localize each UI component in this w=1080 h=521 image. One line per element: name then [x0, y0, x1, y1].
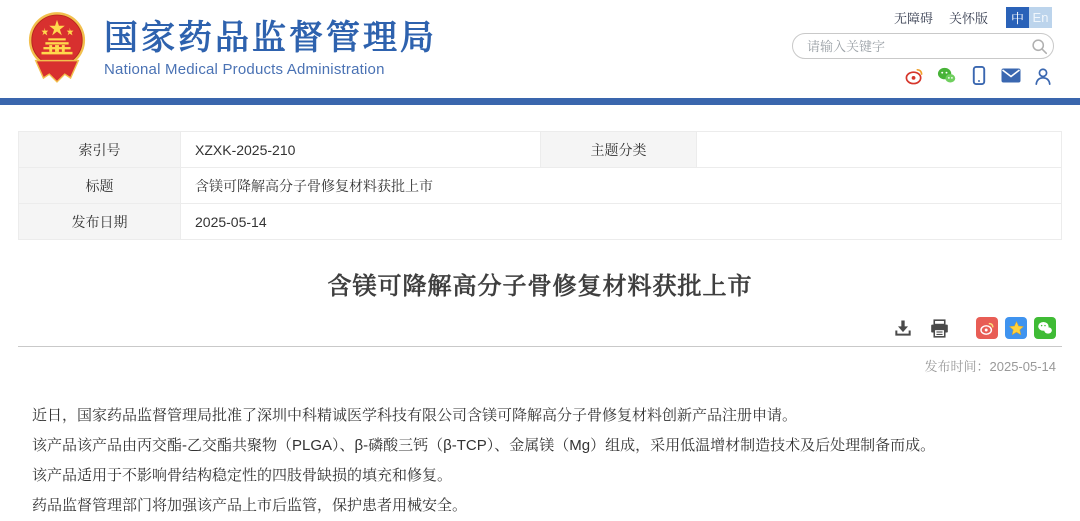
title-label: 标题	[19, 168, 181, 204]
table-row	[19, 168, 1062, 204]
national-emblem-icon	[26, 10, 88, 86]
brand-text	[104, 18, 437, 78]
header-accent-bar	[0, 98, 1080, 105]
paragraph: 该产品该产品由丙交酯-乙交酯共聚物（PLGA）、β-磷酸三钙（β-TCP）、金属镁（Mg）组成，采用低温增材制造技术及后处理制备而成。	[32, 437, 936, 454]
share-weibo-icon	[979, 320, 995, 336]
search-box	[792, 33, 1054, 59]
article-body	[18, 401, 1062, 521]
publish-time	[18, 356, 1062, 375]
print-button[interactable]	[928, 317, 950, 339]
care-version-link[interactable]: 关怀版	[948, 11, 988, 26]
user-icon[interactable]	[1033, 66, 1052, 85]
index-label: 索引号	[19, 132, 181, 168]
share-weibo-button[interactable]	[976, 317, 998, 339]
document-meta-table	[18, 131, 1062, 240]
page-title: 含镁可降解高分子骨修复材料获批上市	[327, 273, 753, 300]
table-row	[19, 204, 1062, 240]
share-wechat-button[interactable]	[1034, 317, 1056, 339]
divider	[18, 346, 1062, 347]
language-toggle	[1006, 7, 1052, 28]
content-area	[18, 131, 1062, 521]
paragraph: 近日，国家药品监督管理局批准了深圳中科精诚医学科技有限公司含镁可降解高分子骨修复材料创新产品注册申请。	[32, 407, 798, 424]
paragraph: 药品监督管理部门将加强该产品上市后监管，保护患者用械安全。	[32, 497, 468, 514]
date-label: 发布日期	[19, 204, 181, 240]
publish-time-value: 2025-05-14	[989, 359, 1056, 374]
share-qzone-button[interactable]	[1005, 317, 1027, 339]
publish-time-label: 发布时间：	[924, 359, 990, 374]
mail-icon[interactable]	[1001, 66, 1020, 85]
download-icon	[893, 318, 913, 338]
wechat-icon[interactable]	[937, 66, 956, 85]
social-icons-row	[905, 66, 1052, 85]
top-links	[878, 7, 1052, 28]
print-icon	[929, 318, 950, 339]
date-value: 2025-05-14	[181, 204, 1062, 240]
index-value: XZXK-2025-210	[181, 132, 541, 168]
accessibility-link[interactable]: 无障碍	[893, 11, 933, 26]
search-button[interactable]	[1025, 34, 1053, 58]
action-bar	[18, 317, 1062, 339]
brand	[26, 10, 437, 86]
title-value: 含镁可降解高分子骨修复材料获批上市	[181, 168, 1062, 204]
search-icon	[1031, 38, 1048, 55]
category-value	[697, 132, 1062, 168]
search-input[interactable]	[793, 39, 1025, 54]
share-wechat-icon	[1037, 320, 1053, 336]
table-row	[19, 132, 1062, 168]
lang-en-button[interactable]: En	[1029, 7, 1052, 28]
download-button[interactable]	[892, 317, 914, 339]
site-header	[0, 0, 1080, 98]
lang-zh-button[interactable]: 中	[1006, 7, 1029, 28]
paragraph: 该产品适用于不影响骨结构稳定性的四肢骨缺损的填充和修复。	[32, 467, 453, 484]
mobile-icon[interactable]	[969, 66, 988, 85]
brand-title-en: National Medical Products Administration	[104, 61, 385, 78]
category-label: 主题分类	[541, 132, 697, 168]
brand-title-cn: 国家药品监督管理局	[104, 19, 437, 57]
weibo-icon[interactable]	[905, 66, 924, 85]
share-qzone-icon	[1008, 320, 1025, 337]
